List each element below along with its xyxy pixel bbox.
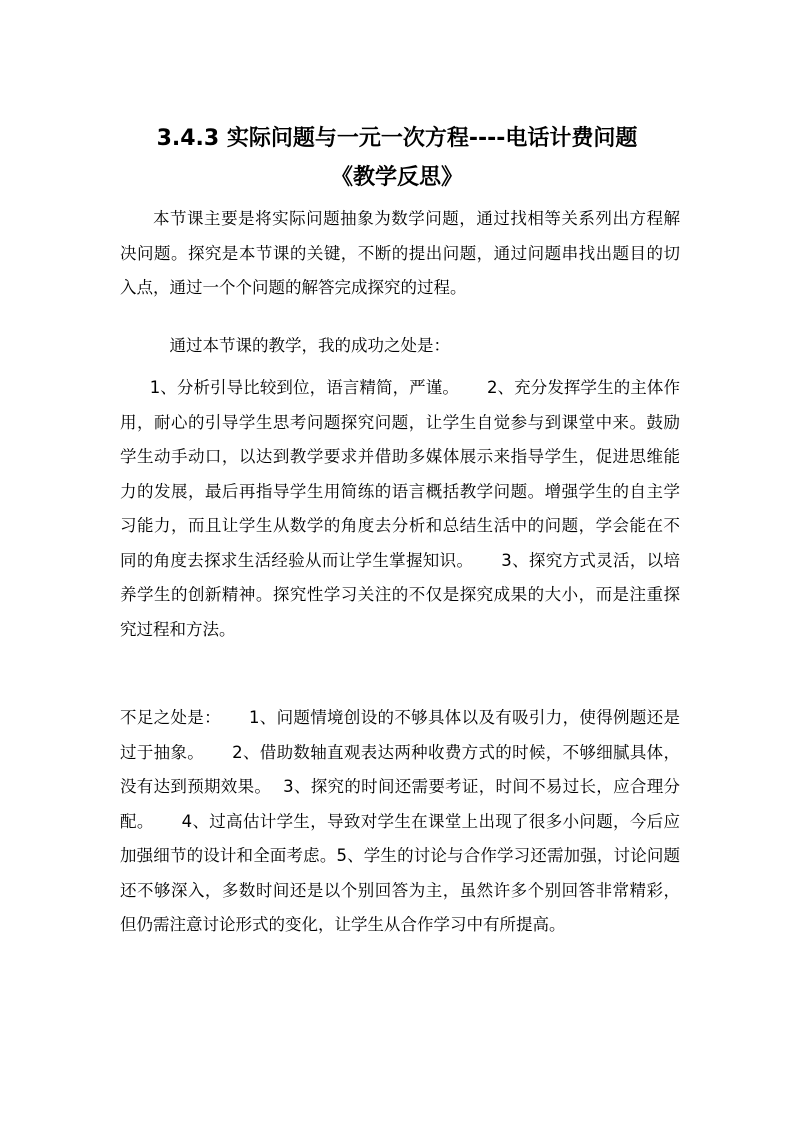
- document-subtitle: 《教学反思》: [330, 165, 463, 190]
- shortcomings-paragraph: [120, 701, 680, 943]
- document-title: 3.4.3 实际问题与一元一次方程----电话计费问题: [156, 126, 638, 151]
- shortcoming-item-2: 2、借助数轴直观表达两种收费方式的时候，不够细腻具体，没有达到预期效果。: [120, 742, 681, 796]
- success-item-3: 3、探究方式灵活，以培养学生的创新精神。探究性学习关注的不仅是探究成果的大小，而是注重探究过程和方法。: [120, 550, 681, 639]
- shortcoming-item-1: 1、问题情境创设的不够具体以及有吸引力，使得例题还是过于抽象。: [120, 708, 680, 762]
- success-paragraph: [120, 371, 680, 647]
- shortcoming-item-4: 4、过高估计学生，导致对学生在课堂上出现了很多小问题，今后应加强细节的设计和全面考虑。: [120, 811, 681, 865]
- success-item-1: 1、分析引导比较到位，语言精简，严谨。: [149, 378, 459, 397]
- success-item-2: 2、充分发挥学生的主体作用，耐心的引导学生思考问题探究问题，让学生自觉参与到课堂中来。鼓励学生动手动口，以达到教学要求并借助多媒体展示来指导学生，促进思维能力的发展，最后再指导学生用简练的语言概括教学问题。增强学生的自主学习能力，而且让学生从数学的角度去分析和总结生活中的问题，学会能在不同的角度去探求生活经验从而让学生掌握知识。: [120, 378, 680, 570]
- shortcoming-label: 不足之处是：: [120, 708, 221, 727]
- shortcoming-item-3: 3、探究的时间还需要考证，时间不易过长，应合理分配。: [120, 777, 680, 831]
- success-heading: 通过本节课的教学，我的成功之处是：: [169, 336, 450, 355]
- intro-paragraph: 本节课主要是将实际问题抽象为数学问题，通过找相等关系列出方程解决问题。探究是本节课的关键，不断的提出问题，通过问题串找出题目的切入点，通过一个个问题的解答完成探究的过程。: [120, 209, 680, 297]
- shortcoming-item-5: 5、学生的讨论与合作学习还需加强，讨论问题还不够深入，多数时间还是以个别回答为主，虽然许多个别回答非常精彩，但仍需注意讨论形式的变化，让学生从合作学习中有所提高。: [120, 846, 681, 934]
